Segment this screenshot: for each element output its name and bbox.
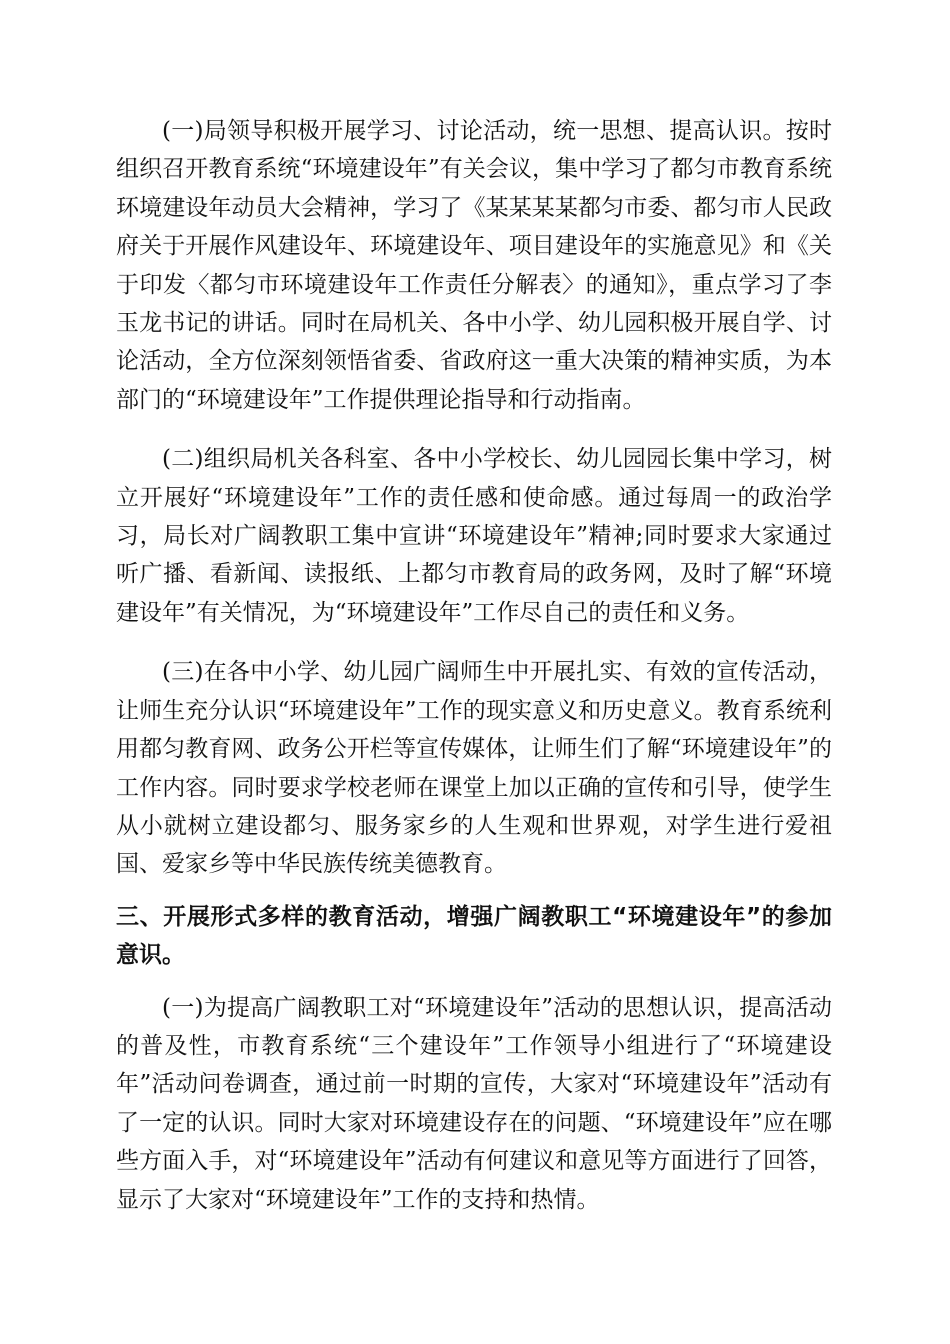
paragraph-questionnaire: (一)为提高广阔教职工对“环境建设年”活动的思想认识，提高活动的普及性，市教育系统“三个建设年”工作领导小组进行了“环境建设年”活动问卷调查，通过前一时期的宣传，大家对“环境建设年”活动有了一定的认识。同时大家对环境建设存在的问题、“环境建设年”应在哪些方面入手，对“环境建设年”活动有何建议和意见等方面进行了回答，显示了大家对“环境建设年”工作的支持和热情。 [116, 994, 832, 1213]
paragraph-publicity-activities: (三)在各中小学、幼儿园广阔师生中开展扎实、有效的宣传活动，让师生充分认识“环境建设年”工作的现实意义和历史意义。教育系统利用都匀教育网、政务公开栏等宣传媒体，让师生们了解“环境建设年”的工作内容。同时要求学校老师在课堂上加以正确的宣传和引导，使学生从小就树立建设都匀、服务家乡的人生观和世界观，对学生进行爱祖国、爱家乡等中华民族传统美德教育。 [116, 659, 832, 878]
section-three-heading: 三、开展形式多样的教育活动，增强广阔教职工“环境建设年”的参加意识。 [116, 903, 832, 969]
paragraph-collective-study: (二)组织局机关各科室、各中小学校长、幼儿园园长集中学习，树立开展好“环境建设年”工作的责任感和使命感。通过每周一的政治学习，局长对广阔教职工集中宣讲“环境建设年”精神;同时要求大家通过听广播、看新闻、读报纸、上都匀市教育局的政务网，及时了解“环境建设年”有关情况，为“环境建设年”工作尽自己的责任和义务。 [116, 446, 832, 626]
document-page [116, 112, 832, 1219]
paragraph-study-discussion: (一)局领导积极开展学习、讨论活动，统一思想、提高认识。按时组织召开教育系统“环境建设年”有关会议，集中学习了都匀市教育系统环境建设年动员大会精神，学习了《某某某某都匀市委、都匀市人民政府关于开展作风建设年、环境建设年、项目建设年的实施意见》和《关于印发〈都匀市环境建设年工作责任分解表〉的通知》，重点学习了李玉龙书记的讲话。同时在局机关、各中小学、幼儿园积极开展自学、讨论活动，全方位深刻领悟省委、省政府这一重大决策的精神实质，为本部门的“环境建设年”工作提供理论指导和行动指南。 [116, 118, 832, 413]
